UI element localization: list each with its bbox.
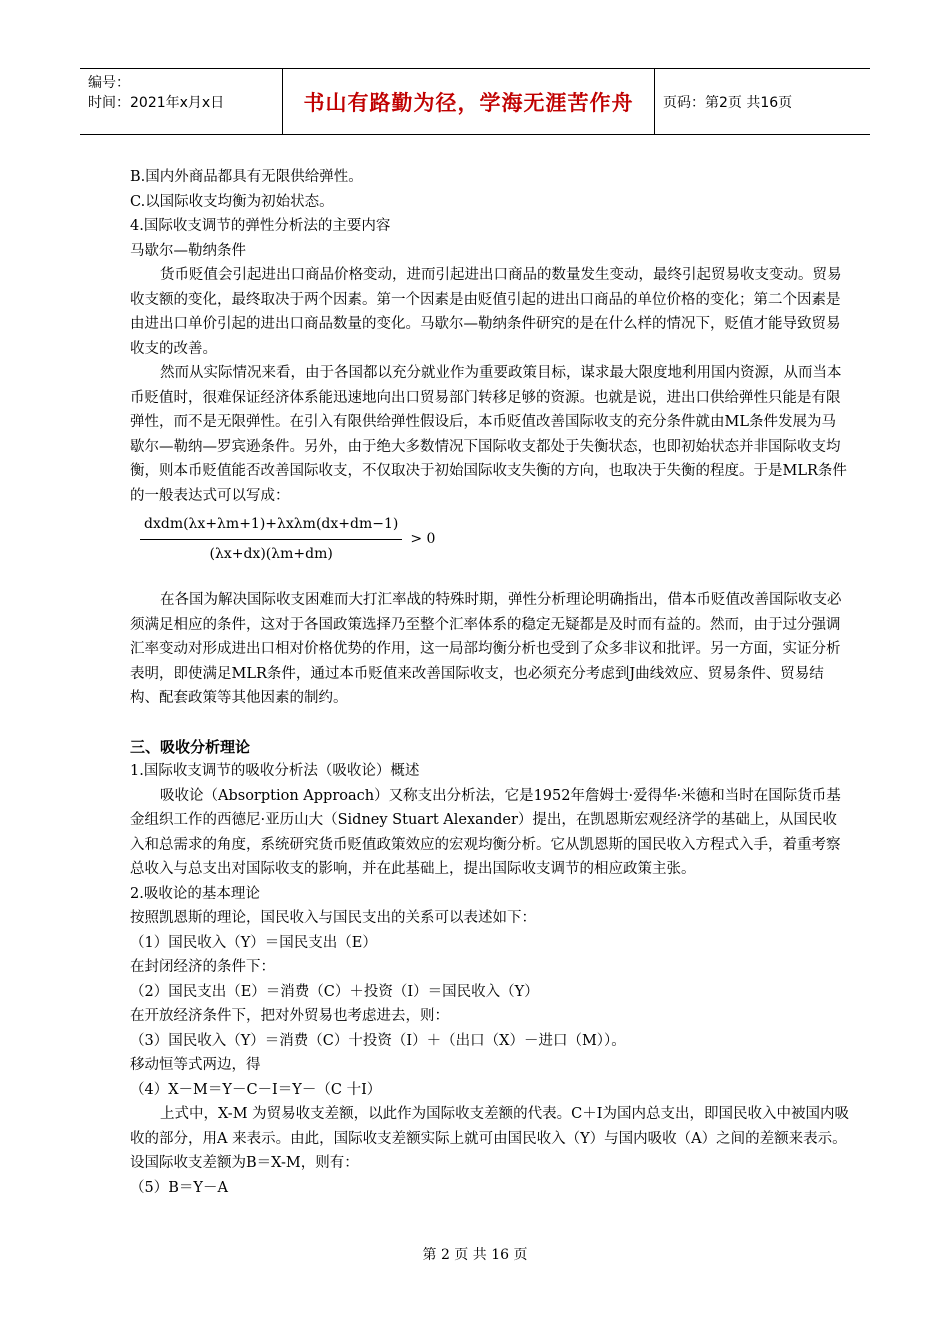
formula-numerator: dxdm(λx+λm+1)+λxλm(dx+dm−1) — [140, 512, 402, 540]
header-motto: 书山有路勤为径，学海无涯苦作舟 — [283, 69, 655, 134]
paragraph: 货币贬值会引起进出口商品价格变动，进而引起进出口商品的数量发生变动，最终引起贸易收支变动。贸易收支额的变化，最终取决于两个因素。第一个因素是由贬值引起的进出口商品的单位价格的变化；第二个因素是由进出口单价引起的进出口商品数量的变化。马歇尔—勒纳条件研究的是在什么样的情况下，贬值才能导致贸易收支的改善。 — [130, 267, 842, 357]
text-line: （1）国民收入（Y）＝国民支出（E） — [130, 934, 377, 951]
text-line: B.国内外商品都具有无限供给弹性。 — [130, 169, 363, 185]
text-line: （2）国民支出（E）＝消费（C）＋投资（I）＝国民收入（Y） — [130, 983, 539, 1000]
text-line: 移动恒等式两边，得 — [130, 1057, 261, 1073]
formula-relation: > 0 — [410, 530, 436, 547]
document-date-label: 时间：2021年x月x日 — [88, 95, 225, 111]
text-line: （3）国民收入（Y）＝消费（C）十投资（I）＋（出口（X）－进口（M））。 — [130, 1032, 626, 1049]
text-line: C.以国际收支均衡为初始状态。 — [130, 193, 334, 210]
spacer — [130, 711, 850, 735]
document-body — [130, 165, 850, 1200]
text-line: 在开放经济条件下，把对外贸易也考虑进去，则： — [130, 1008, 449, 1024]
paragraph: 上式中，X-M 为贸易收支差额，以此作为国际收支差额的代表。C＋I为国内总支出，即国民收入中被国内吸收的部分，用A 来表示。由此，国际收支差额实际上就可由国民收入（Y）与国内吸收（A）之间的差额来表示。设国际收支差额为B＝X-M，则有： — [130, 1106, 849, 1171]
paragraph: 吸收论（Absorption Approach）又称支出分析法，它是1952年詹姆士·爱得华·米德和当时在国际货币基金组织工作的西德尼·亚历山大（Sidney Stuart Alexander）提出，在凯恩斯宏观经济学的基础上，从国民收入和总需求的角度，系统研究货币贬值政策效应的宏观均衡分析。它从凯恩斯的国民收入方程式入手，着重考察总收入与总支出对国际收支的影响，并在此基础上，提出国际收支调节的相应政策主张。 — [130, 787, 841, 877]
formula-denominator: (λx+dx)(λm+dm) — [209, 545, 333, 562]
text-line: 在封闭经济的条件下： — [130, 959, 275, 975]
mlr-formula — [140, 512, 850, 566]
formula-fraction — [140, 512, 402, 566]
footer-page-number: 第 2 页 共 16 页 — [422, 1247, 528, 1263]
text-line: 马歇尔—勒纳条件 — [130, 242, 246, 259]
text-line: （4）X－M＝Y－C－I＝Y－（C 十I） — [130, 1081, 382, 1098]
text-line: 4.国际收支调节的弹性分析法的主要内容 — [130, 218, 391, 234]
document-number-label: 编号： — [88, 75, 130, 91]
text-line: 按照凯恩斯的理论，国民收入与国民支出的关系可以表述如下： — [130, 910, 536, 926]
page-header — [80, 68, 870, 135]
paragraph: 在各国为解决国际收支困难而大打汇率战的特殊时期，弹性分析理论明确指出，借本币贬值改善国际收支必须满足相应的条件，这对于各国政策选择乃至整个汇率体系的稳定无疑都是及时而有益的。然而，由于过分强调汇率变动对形成进出口相对价格优势的作用，这一局部均衡分析也受到了众多非议和批评。另一方面，实证分析表明，即使满足MLR条件，通过本币贬值来改善国际收支，也必须充分考虑到J曲线效应、贸易条件、贸易结构、配套政策等其他因素的制约。 — [130, 592, 842, 706]
section-heading: 三、吸收分析理论 — [130, 737, 251, 756]
subheading: 1.国际收支调节的吸收分析法（吸收论）概述 — [130, 763, 420, 779]
page-footer — [0, 1244, 950, 1264]
subheading: 2.吸收论的基本理论 — [130, 885, 260, 902]
header-page-info: 页码：第2页 共16页 — [663, 94, 793, 111]
text-line: （5）B＝Y－A — [130, 1179, 228, 1196]
paragraph: 然而从实际情况来看，由于各国都以充分就业作为重要政策目标，谋求最大限度地利用国内资源，从而当本币贬值时，很难保证经济体系能迅速地向出口贸易部门转移足够的资源。也就是说，进出口供给弹性只能是有限弹性，而不是无限弹性。在引入有限供给弹性假设后，本币贬值改善国际收支的充分条件就由ML条件发展为马歇尔—勒纳—罗宾逊条件。另外，由于绝大多数情况下国际收支都处于失衡状态，也即初始状态并非国际收支均衡，则本币贬值能否改善国际收支，不仅取决于初始国际收支失衡的方向，也取决于失衡的程度。于是MLR条件的一般表达式可以写成： — [130, 365, 847, 504]
header-meta — [80, 69, 283, 134]
